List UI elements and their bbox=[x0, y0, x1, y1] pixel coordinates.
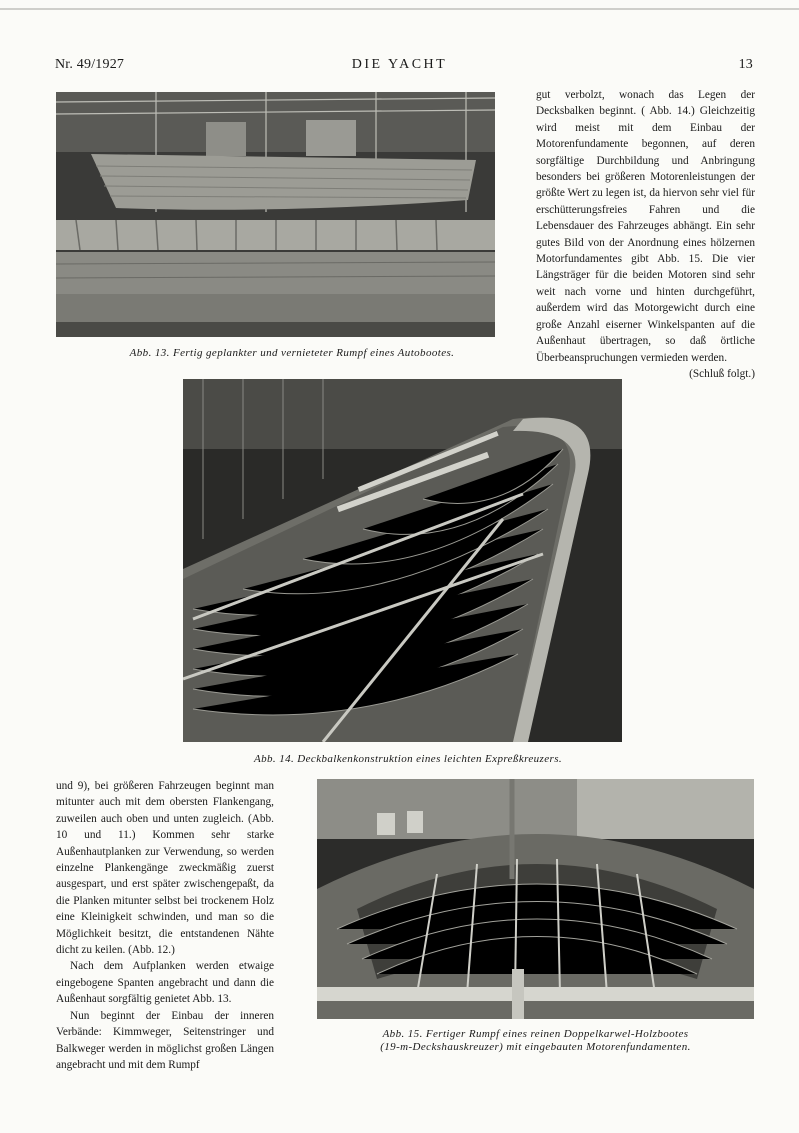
figure-14-caption: Abb. 14. Deckbalkenkonstruktion eines leichten Expreßkreuzers. bbox=[253, 753, 563, 765]
right-paragraph: gut verbolzt, wonach das Legen der Decksbalken beginnt. ( Abb. 14.) Gleichzeitig wird meist mit dem Einbau der Motorenfundamente begonnen, auf deren sorgfältige Durchbildung und Anbringung besonders bei größeren Motorenleistungen der größte Wert zu legen ist, da hiervon sehr viel für erschütterungsfreies Fahren und die Lebensdauer des Fahrzeuges abhängt. Ein sehr gutes Bild von der Anordnung eines hölzernen Motorfundamentes gibt Abb. 15. Die vier Längsträger für die beiden Motoren sind sehr weit nach vorne und hinten durchgeführt, außerdem wird das Motorgewicht durch eine große Anzahl eiserner Winkelspanten auf die Außenhaut übertragen, so daß örtliche Überbeanspruchungen vermieden werden. bbox=[536, 89, 755, 364]
left-text-column bbox=[56, 778, 274, 1073]
left-paragraph-1: und 9), bei größeren Fahrzeugen beginnt man mitunter auch mit dem obersten Flankengang, zuweilen auch oben und unten zugleich. (Abb. 10 und 11.) Kommen sehr starke Außenhautplanken zur Verwendung, so werden einzelne Plankengänge zweckmäßig zuerst ausgespart, und erst später zwischengepaßt, da die Planken mitunter selbst bei trockenem Holz eine Kleinigkeit schwinden, und man so die Möglichkeit besitzt, die entstandenen Nähte dicht zu keilen. (Abb. 12.) bbox=[56, 780, 274, 957]
figure-15-photo bbox=[317, 779, 754, 1019]
figure-13-caption: Abb. 13. Fertig geplankter und vernieteter Rumpf eines Autobootes. bbox=[129, 347, 455, 359]
figure-15-caption-line-2: (19-m-Deckshauskreuzer) mit eingebauten Motorenfundamenten. bbox=[380, 1041, 691, 1053]
page-number: 13 bbox=[738, 57, 753, 72]
page-top-rule bbox=[0, 8, 799, 10]
figure-15-caption-line-1: Abb. 15. Fertiger Rumpf eines reinen Doppelkarwel-Holzbootes bbox=[382, 1028, 689, 1040]
figure-14-photo bbox=[183, 379, 622, 742]
left-paragraph-3: Nun beginnt der Einbau der inneren Verbände: Kimmweger, Seitenstringer und Balkweger werden in möglichst großen Längen angebracht und mit dem Rumpf bbox=[56, 1009, 274, 1071]
issue-number: Nr. 49/1927 bbox=[55, 57, 125, 72]
figure-13-photo bbox=[56, 92, 495, 337]
right-text-column bbox=[536, 87, 755, 382]
magazine-title: DIE YACHT bbox=[351, 57, 448, 72]
left-paragraph-2: Nach dem Aufplanken werden etwaige eingebogene Spanten angebracht und dann die Außenhaut sorgfältig genietet Abb. 13. bbox=[56, 960, 274, 1006]
continuation-note: (Schluß folgt.) bbox=[689, 367, 755, 380]
